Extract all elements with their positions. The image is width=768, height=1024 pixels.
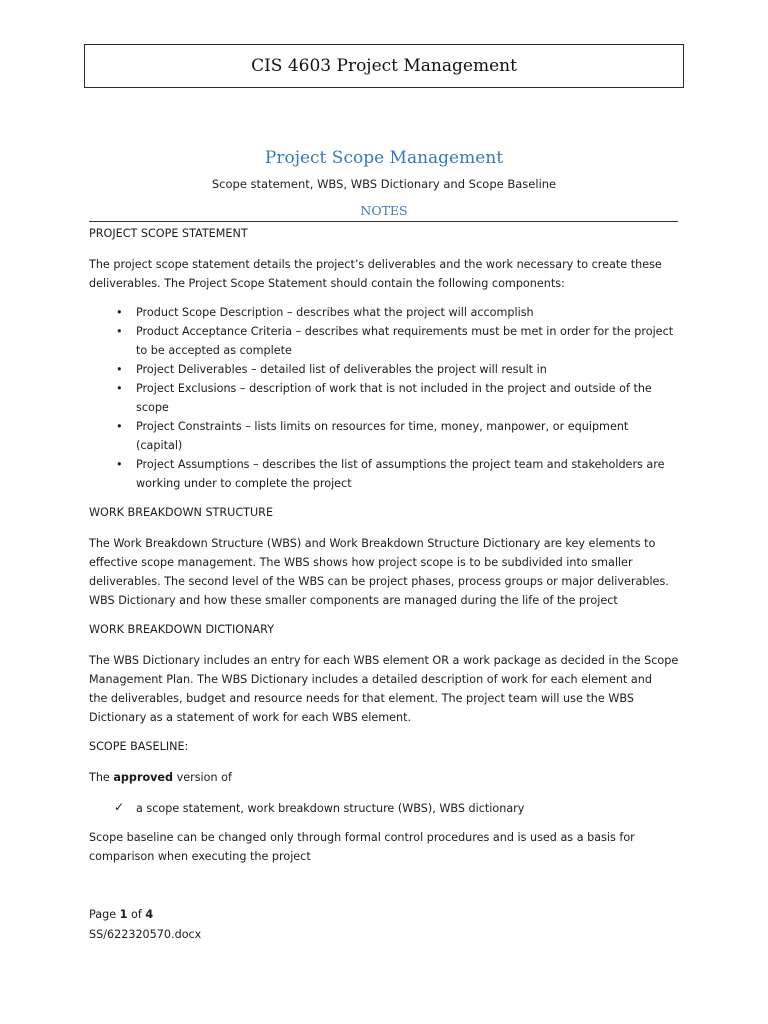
intro-line: deliverables. The Project Scope Statement should contain the following components: [89, 277, 565, 290]
paragraph-line: The WBS Dictionary includes an entry for each WBS element OR a work package as decided in the Scope [89, 654, 679, 667]
wbs-dictionary-paragraph [89, 651, 681, 727]
wbs-heading: WORK BREAKDOWN STRUCTURE [89, 506, 274, 519]
approved-emphasis: approved [113, 771, 174, 784]
bullet-icon: • [116, 363, 123, 376]
scope-baseline-paragraph [89, 828, 681, 866]
scope-statement-intro [89, 255, 681, 293]
page-total: 4 [145, 908, 154, 921]
list-item-text: scope [136, 401, 169, 414]
list-item-text: (capital) [136, 439, 183, 452]
list-item-text: Project Exclusions – description of work that is not included in the project and outside of the [136, 382, 652, 395]
file-name: SS/622320570.docx [89, 928, 202, 941]
page-current: 1 [119, 908, 128, 921]
course-title: CIS 4603 Project Management [251, 56, 517, 76]
document-title: Project Scope Management [264, 148, 504, 168]
page-number [89, 905, 201, 925]
document-subtitle: Scope statement, WBS, WBS Dictionary and Scope Baseline [211, 177, 557, 191]
list-item [89, 379, 681, 417]
scope-components-list [89, 303, 681, 493]
list-item-text: Project Constraints – lists limits on resources for time, money, manpower, or equipment [136, 420, 629, 433]
notes-label: NOTES [360, 203, 408, 218]
list-item-text: to be accepted as complete [136, 344, 292, 357]
page-label: Page [89, 908, 120, 921]
paragraph-line: Management Plan. The WBS Dictionary includes a detailed description of work for each element and [89, 673, 652, 686]
page-footer [89, 905, 201, 945]
bullet-icon: • [116, 420, 123, 433]
list-item-text: Product Acceptance Criteria – describes what requirements must be met in order for the project [136, 325, 674, 338]
checkmark-icon: ✓ [114, 800, 125, 814]
text-segment: version of [173, 771, 232, 784]
paragraph-line: The Work Breakdown Structure (WBS) and Work Breakdown Structure Dictionary are key elements to [89, 537, 656, 550]
list-item [89, 322, 681, 360]
paragraph-line: effective scope management. The WBS shows how project scope is to be subdivided into smaller [89, 556, 633, 569]
list-item [89, 455, 681, 493]
bullet-icon: • [116, 382, 123, 395]
divider-line [89, 221, 678, 222]
paragraph-line: comparison when executing the project [89, 850, 311, 863]
list-item-text: Project Deliverables – detailed list of deliverables the project will result in [136, 363, 547, 376]
bullet-icon: • [116, 306, 123, 319]
list-item [89, 417, 681, 455]
checklist-item-text: a scope statement, work breakdown structure (WBS), WBS dictionary [136, 802, 525, 815]
list-item-text: Product Scope Description – describes what the project will accomplish [136, 306, 534, 319]
page-of: of [127, 908, 146, 921]
bullet-icon: • [116, 325, 123, 338]
scope-statement-heading: PROJECT SCOPE STATEMENT [89, 227, 248, 240]
list-item-text: working under to complete the project [136, 477, 352, 490]
approved-version-line [89, 768, 681, 787]
list-item [89, 360, 681, 379]
intro-line: The project scope statement details the project’s deliverables and the work necessary to create these [89, 258, 662, 271]
paragraph-line: the deliverables, budget and resource needs for that element. The project team will use the WBS [89, 692, 634, 705]
course-title-box [84, 44, 684, 88]
bullet-icon: • [116, 458, 123, 471]
text-segment: The [89, 771, 114, 784]
paragraph-line: Dictionary as a statement of work for each WBS element. [89, 711, 412, 724]
checklist-item [89, 799, 681, 818]
paragraph-line: Scope baseline can be changed only through formal control procedures and is used as a basis for [89, 831, 635, 844]
document-body [89, 224, 681, 866]
list-item-text: Project Assumptions – describes the list of assumptions the project team and stakeholders are [136, 458, 665, 471]
wbs-dictionary-heading: WORK BREAKDOWN DICTIONARY [89, 623, 275, 636]
paragraph-line: WBS Dictionary and how these smaller components are managed during the life of the project [89, 594, 618, 607]
scope-baseline-heading: SCOPE BASELINE: [89, 740, 189, 753]
paragraph-line: deliverables. The second level of the WBS can be project phases, process groups or major deliverables. [89, 575, 669, 588]
wbs-paragraph [89, 534, 681, 610]
list-item [89, 303, 681, 322]
